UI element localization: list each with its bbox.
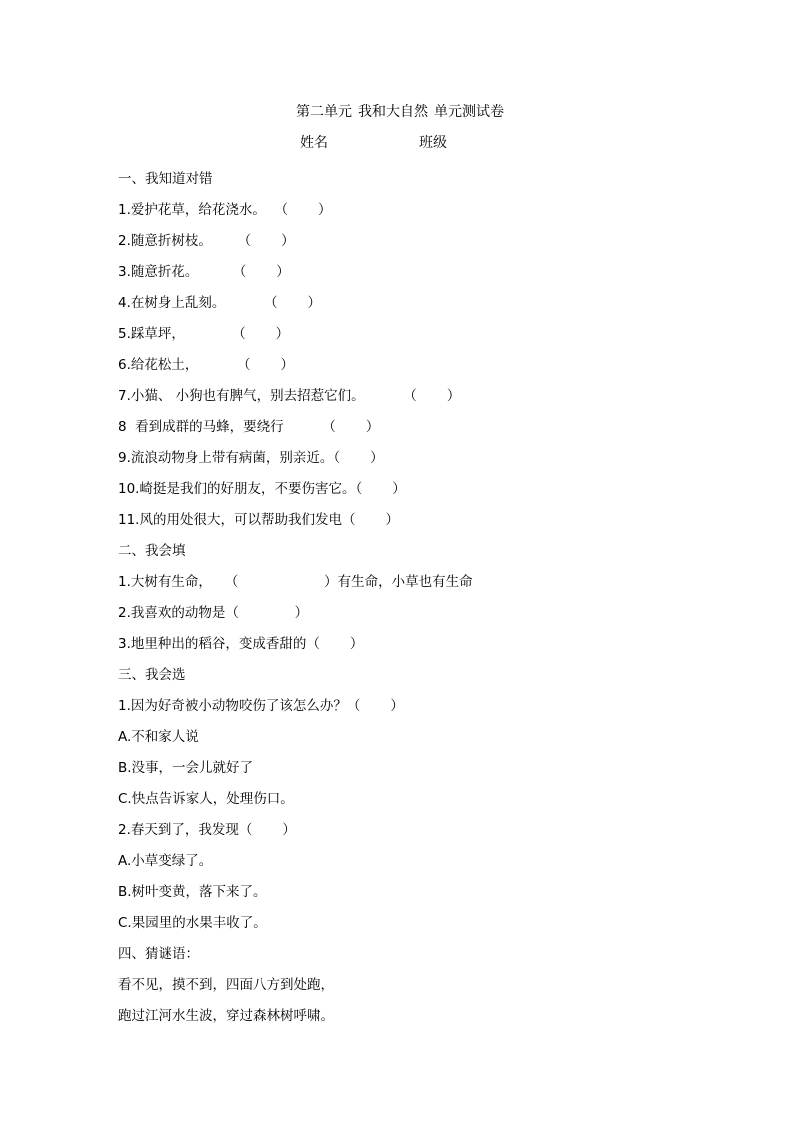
- option-line: A.不和家人说: [118, 729, 199, 745]
- section-heading-riddle: 四、猜谜语：: [118, 946, 199, 962]
- exam-body: [118, 164, 718, 1032]
- question-line: 6.给花松土， （ ）: [118, 357, 295, 373]
- question-line: 1.爱护花草，给花浇水。 （ ）: [118, 202, 332, 218]
- title-part: 我和大自然: [358, 104, 428, 120]
- question-line: 5.踩草坪， （ ）: [118, 326, 290, 342]
- class-label: 班级: [419, 135, 447, 151]
- question-line: 1.因为好奇被小动物咬伤了该怎么办？（ ）: [118, 698, 404, 714]
- question-line: 2.随意折树枝。 （ ）: [118, 233, 295, 249]
- title-part: 单元测试卷: [434, 104, 504, 120]
- option-line: C.快点告诉家人，处理伤口。: [118, 791, 294, 807]
- question-line: 3.随意折花。 （ ）: [118, 264, 290, 280]
- name-label: 姓名: [300, 135, 328, 151]
- page-title: [0, 102, 794, 122]
- option-line: C.果园里的水果丰收了。: [118, 915, 267, 931]
- question-line: 4.在树身上乱刻。 （ ）: [118, 295, 322, 311]
- title-part: 第二单元: [296, 104, 352, 120]
- question-line: 2.春天到了，我发现（ ）: [118, 822, 296, 838]
- riddle-line: 跑过江河水生波，穿过森林树呼啸。: [118, 1008, 334, 1024]
- student-info-row: [300, 133, 447, 153]
- question-line: 8 看到成群的马蜂，要绕行 （ ）: [118, 419, 380, 435]
- section-heading-true-false: 一、我知道对错: [118, 171, 213, 187]
- question-line: 7.小猫、 小狗也有脾气，别去招惹它们。 （ ）: [118, 388, 461, 404]
- question-line: 2.我喜欢的动物是（ ）: [118, 605, 309, 621]
- question-line: 9.流浪动物身上带有病菌，别亲近。（ ）: [118, 450, 384, 466]
- option-line: A.小草变绿了。: [118, 853, 213, 869]
- question-line: 10.崎挺是我们的好朋友，不要伤害它。（ ）: [118, 481, 406, 497]
- section-heading-choice: 三、我会选: [118, 667, 186, 683]
- option-line: B.树叶变黄，落下来了。: [118, 884, 267, 900]
- question-line: 11.风的用处很大，可以帮助我们发电（ ）: [118, 512, 400, 528]
- question-line: 3.地里种出的稻谷，变成香甜的（ ）: [118, 636, 364, 652]
- question-line: 1.大树有生命， （ ）有生命，小草也有生命: [118, 574, 473, 590]
- option-line: B.没事，一会儿就好了: [118, 760, 254, 776]
- section-heading-fill-in: 二、我会填: [118, 543, 186, 559]
- riddle-line: 看不见，摸不到，四面八方到处跑，: [118, 977, 334, 993]
